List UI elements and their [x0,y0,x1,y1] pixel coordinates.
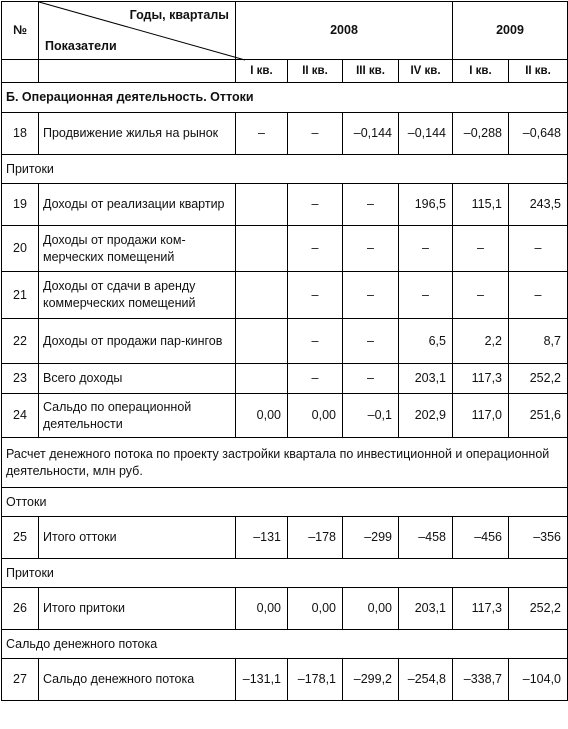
cell-value: – [343,226,399,272]
cell-value: –131 [236,517,288,559]
row-label: Итого оттоки [39,517,236,559]
cell-value: 117,3 [453,364,509,394]
subsection-title: Оттоки [2,488,568,517]
table-row [2,659,568,701]
header-row-quarters [2,60,568,83]
header-quarter: I кв. [453,60,509,83]
row-number: 24 [2,394,39,438]
cell-value [236,319,288,364]
cash-flow-table [1,1,568,701]
subsection-title: Притоки [2,559,568,588]
cell-value [236,226,288,272]
subsection-row [2,488,568,517]
cell-value: 8,7 [509,319,568,364]
table-caption: Расчет денежного потока по проекту застройки квартала по инвестиционной и операционной деятельности, млн руб. [2,438,568,488]
cell-value: –299,2 [343,659,399,701]
cell-value: – [288,113,343,155]
cell-value: –458 [399,517,453,559]
row-label: Продвижение жилья на рынок [39,113,236,155]
section-row [2,83,568,113]
cell-value: – [509,226,568,272]
row-label: Доходы от реализации квартир [39,184,236,226]
cell-value: 243,5 [509,184,568,226]
subsection-row [2,630,568,659]
header-row-years [2,2,568,60]
cell-value: – [343,364,399,394]
table-row [2,364,568,394]
cell-value: –254,8 [399,659,453,701]
header-quarter: IV кв. [399,60,453,83]
header-years-quarters: Годы, кварталы [129,8,229,22]
header-quarter: III кв. [343,60,399,83]
cell-value: – [288,319,343,364]
cell-value: 251,6 [509,394,568,438]
cell-value: – [453,226,509,272]
cell-value: – [509,272,568,319]
table-row [2,517,568,559]
cell-value: –0,288 [453,113,509,155]
cell-value: 252,2 [509,364,568,394]
header-quarter: II кв. [509,60,568,83]
cell-value: 0,00 [236,588,288,630]
row-number: 18 [2,113,39,155]
cell-value: –338,7 [453,659,509,701]
cell-value: – [399,272,453,319]
row-number: 19 [2,184,39,226]
table-row [2,319,568,364]
cell-value: – [399,226,453,272]
cell-value: – [288,184,343,226]
header-empty [39,60,236,83]
cell-value: –178,1 [288,659,343,701]
subsection-row [2,559,568,588]
row-label: Сальдо денежного потока [39,659,236,701]
header-quarter: II кв. [288,60,343,83]
subsection-title: Притоки [2,155,568,184]
cell-value: 203,1 [399,364,453,394]
cell-value: – [343,319,399,364]
cell-value: –299 [343,517,399,559]
cell-value: 202,9 [399,394,453,438]
table-row [2,184,568,226]
cell-value: –356 [509,517,568,559]
row-number: 22 [2,319,39,364]
row-label: Доходы от продажи пар-кингов [39,319,236,364]
subsection-title: Сальдо денежного потока [2,630,568,659]
table-row [2,113,568,155]
header-number: № [2,2,39,60]
row-label: Доходы от сдачи в аренду коммерческих помещений [39,272,236,319]
header-quarter: I кв. [236,60,288,83]
subsection-row [2,155,568,184]
cell-value: –456 [453,517,509,559]
header-diagonal-cell [39,2,236,60]
cell-value: 115,1 [453,184,509,226]
table-row [2,226,568,272]
cell-value: –0,144 [343,113,399,155]
cell-value: –178 [288,517,343,559]
cell-value [236,364,288,394]
cell-value: 6,5 [399,319,453,364]
row-label: Всего доходы [39,364,236,394]
header-indicators: Показатели [45,39,117,53]
cell-value: 117,3 [453,588,509,630]
cell-value: – [288,226,343,272]
cell-value [236,272,288,319]
cell-value: 196,5 [399,184,453,226]
caption-row [2,438,568,488]
cell-value [236,184,288,226]
row-label: Итого притоки [39,588,236,630]
row-number: 26 [2,588,39,630]
cell-value: –0,144 [399,113,453,155]
table-row [2,272,568,319]
section-title: Б. Операционная деятельность. Оттоки [2,83,568,113]
header-year-2008: 2008 [236,2,453,60]
cell-value: – [343,184,399,226]
cell-value: 203,1 [399,588,453,630]
cell-value: –0,1 [343,394,399,438]
cell-value: –104,0 [509,659,568,701]
cell-value: 0,00 [288,394,343,438]
cell-value: – [288,272,343,319]
cell-value: 0,00 [343,588,399,630]
header-empty [2,60,39,83]
row-number: 27 [2,659,39,701]
row-number: 23 [2,364,39,394]
cell-value: –0,648 [509,113,568,155]
row-number: 21 [2,272,39,319]
cell-value: – [236,113,288,155]
cell-value: – [288,364,343,394]
row-label: Доходы от продажи ком-мерческих помещений [39,226,236,272]
row-number: 25 [2,517,39,559]
row-number: 20 [2,226,39,272]
header-year-2009: 2009 [453,2,568,60]
cell-value: 252,2 [509,588,568,630]
cell-value: 0,00 [288,588,343,630]
cell-value: – [453,272,509,319]
cell-value: –131,1 [236,659,288,701]
cell-value: – [343,272,399,319]
row-label: Сальдо по операционной деятельности [39,394,236,438]
table-row [2,394,568,438]
cell-value: 117,0 [453,394,509,438]
cell-value: 2,2 [453,319,509,364]
cell-value: 0,00 [236,394,288,438]
table-row [2,588,568,630]
